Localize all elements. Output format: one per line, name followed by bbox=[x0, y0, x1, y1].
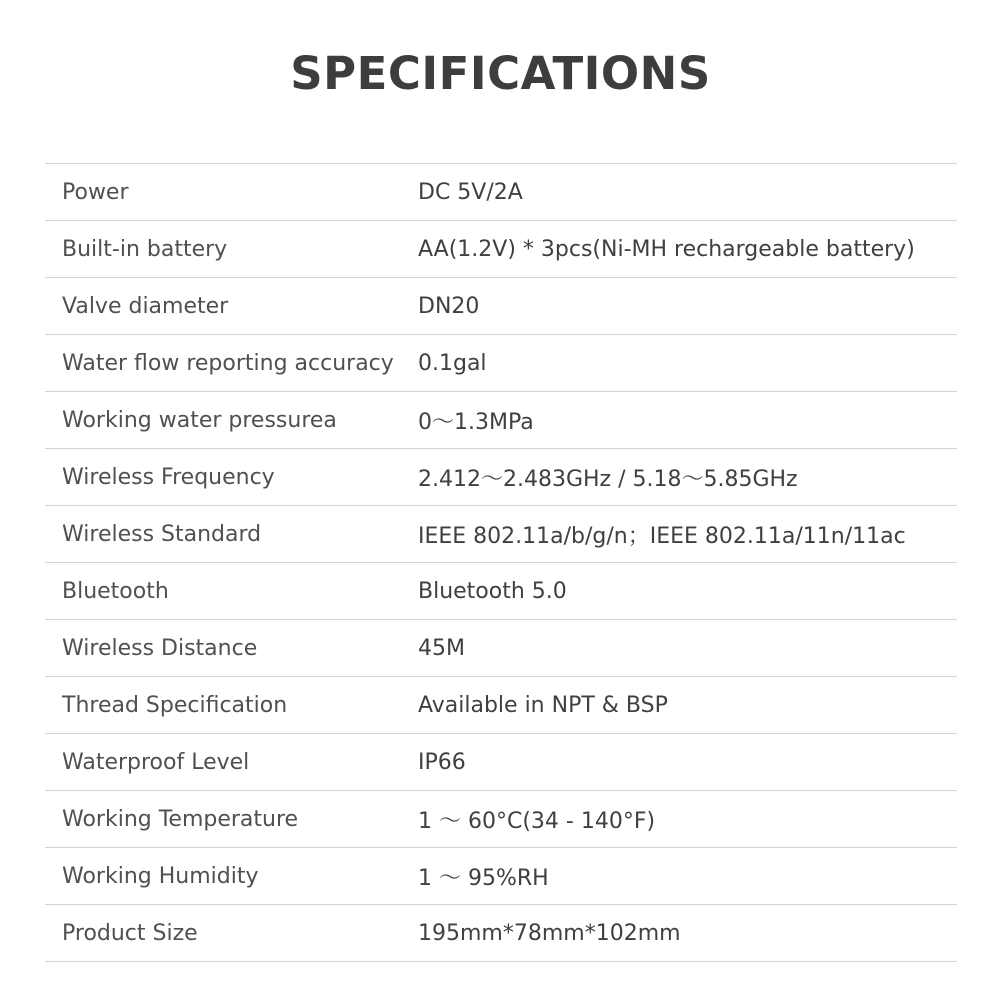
spec-value: DC 5V/2A bbox=[418, 179, 523, 205]
spec-value: 1 ～ 60°C(34 - 140°F) bbox=[418, 808, 656, 834]
spec-label: Power bbox=[62, 179, 129, 205]
spec-row-bluetooth bbox=[45, 563, 957, 620]
spec-row-water-pressure bbox=[45, 392, 957, 449]
spec-row-thread-specification bbox=[45, 677, 957, 734]
spec-row-built-in-battery bbox=[45, 221, 957, 278]
spec-row-power bbox=[45, 164, 957, 221]
spec-value: AA(1.2V) * 3pcs(Ni-MH rechargeable battery) bbox=[418, 236, 915, 262]
spec-label: Waterproof Level bbox=[62, 749, 250, 775]
spec-value: 195mm*78mm*102mm bbox=[418, 920, 681, 946]
page-title: SPECIFICATIONS bbox=[290, 47, 711, 100]
spec-label: Product Size bbox=[62, 920, 198, 946]
spec-label: Thread Specification bbox=[62, 692, 288, 718]
spec-value: 0.1gal bbox=[418, 350, 487, 376]
spec-row-product-size bbox=[45, 905, 957, 962]
spec-label: Working Temperature bbox=[62, 806, 299, 832]
spec-value: 2.412～2.483GHz / 5.18～5.85GHz bbox=[418, 466, 798, 492]
spec-value: IP66 bbox=[418, 749, 466, 775]
spec-value: IEEE 802.11a/b/g/n；IEEE 802.11a/11n/11ac bbox=[418, 523, 906, 549]
spec-label: Bluetooth bbox=[62, 578, 169, 604]
spec-value: 1 ～ 95%RH bbox=[418, 865, 549, 891]
spec-row-working-temperature bbox=[45, 791, 957, 848]
spec-label: Valve diameter bbox=[62, 293, 229, 319]
spec-row-wireless-frequency bbox=[45, 449, 957, 506]
spec-value: 0～1.3MPa bbox=[418, 409, 534, 435]
spec-value: DN20 bbox=[418, 293, 480, 319]
spec-row-valve-diameter bbox=[45, 278, 957, 335]
spec-label: Water flow reporting accuracy bbox=[62, 350, 394, 376]
spec-label: Working Humidity bbox=[62, 863, 259, 889]
spec-value: Available in NPT & BSP bbox=[418, 692, 668, 718]
spec-label: Built-in battery bbox=[62, 236, 228, 262]
spec-value: Bluetooth 5.0 bbox=[418, 578, 567, 604]
spec-value: 45M bbox=[418, 635, 465, 661]
spec-row-working-humidity bbox=[45, 848, 957, 905]
spec-row-water-flow-accuracy bbox=[45, 335, 957, 392]
spec-table bbox=[45, 163, 957, 962]
spec-label: Working water pressurea bbox=[62, 407, 337, 433]
spec-row-waterproof-level bbox=[45, 734, 957, 791]
spec-label: Wireless Frequency bbox=[62, 464, 275, 490]
spec-label: Wireless Standard bbox=[62, 521, 262, 547]
spec-row-wireless-distance bbox=[45, 620, 957, 677]
spec-row-wireless-standard bbox=[45, 506, 957, 563]
spec-label: Wireless Distance bbox=[62, 635, 258, 661]
